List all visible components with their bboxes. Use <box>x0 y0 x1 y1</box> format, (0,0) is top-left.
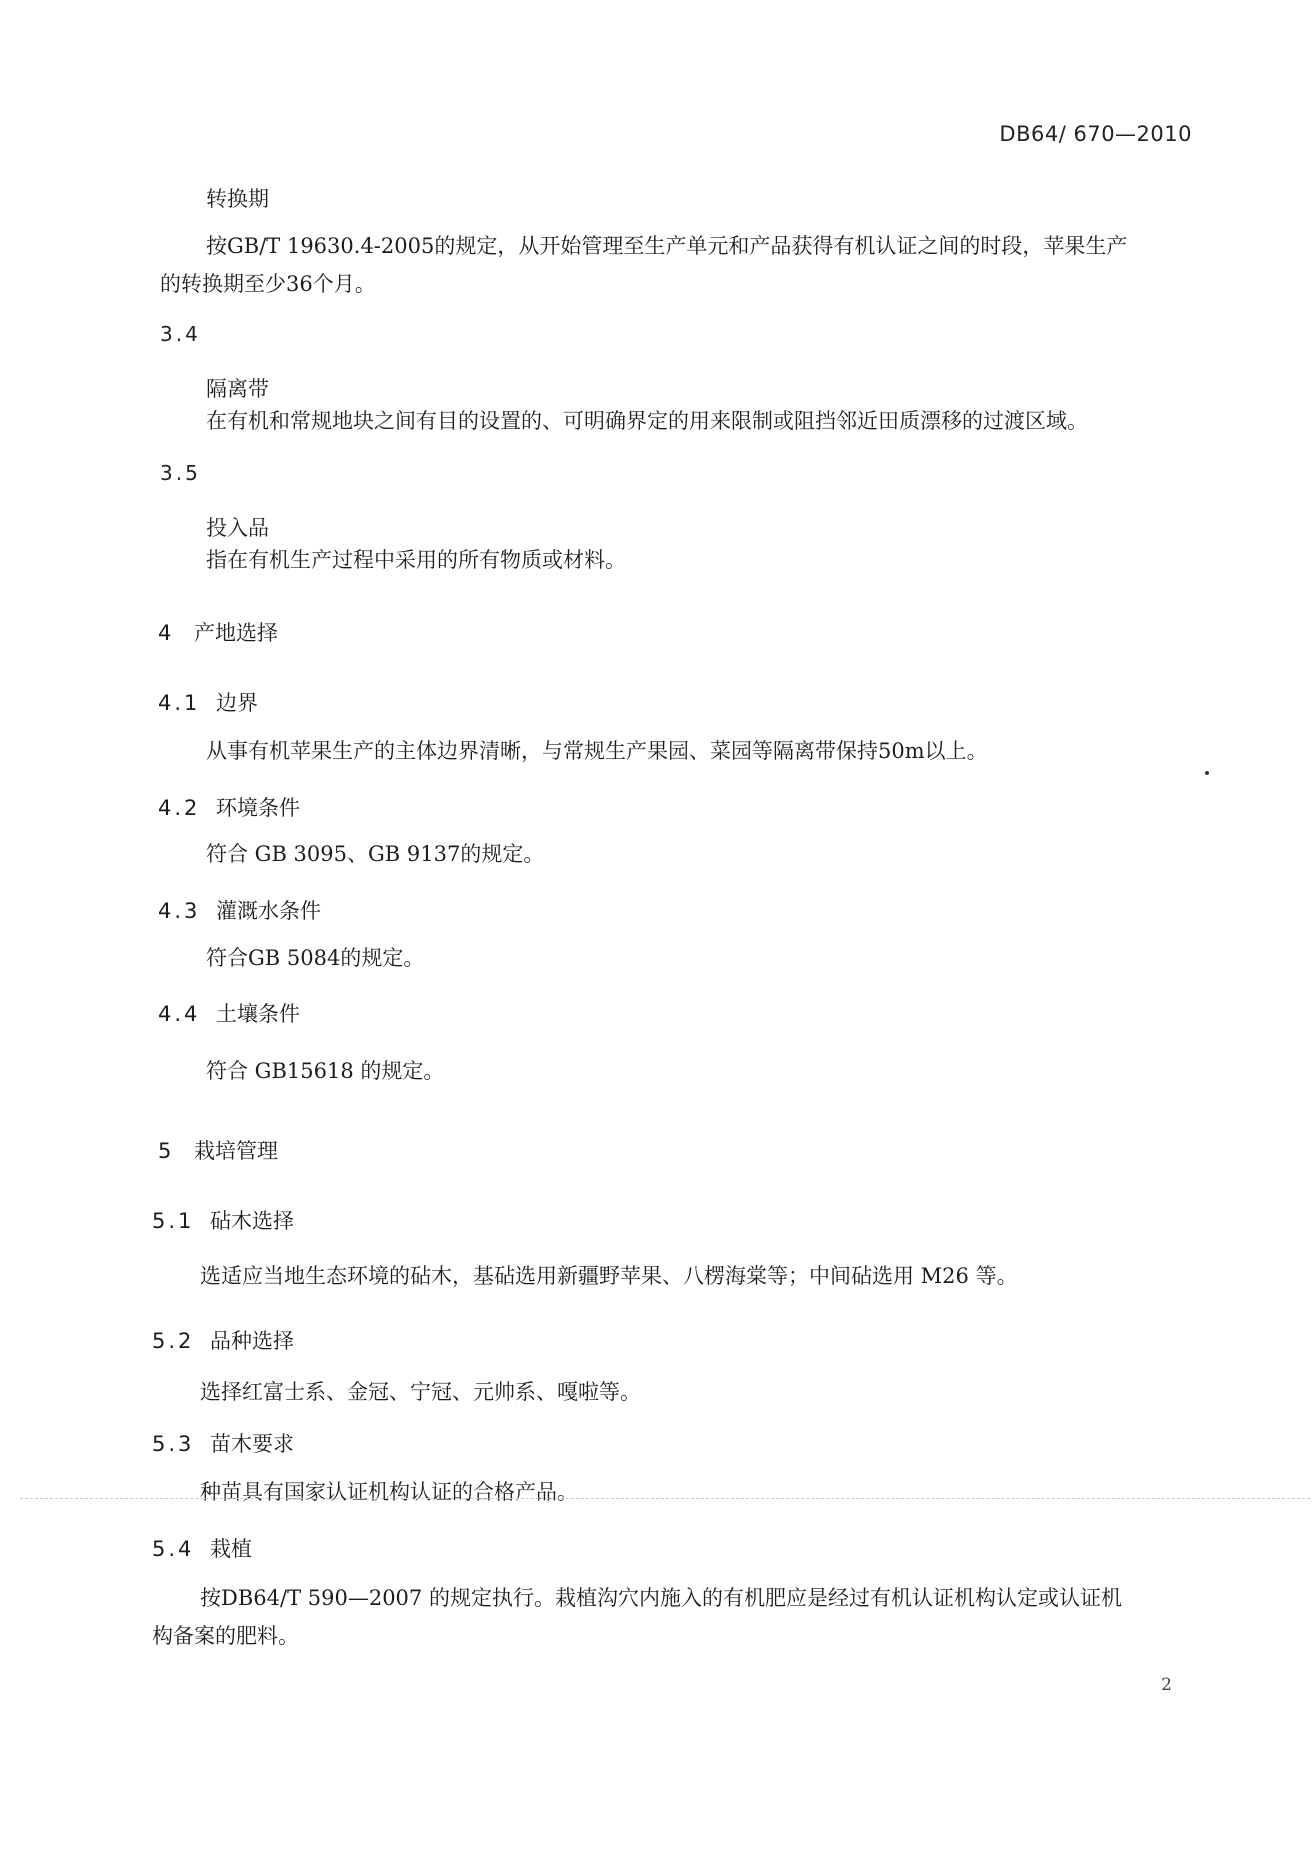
body-paragraph: 从事有机苹果生产的主体边界清晰，与常规生产果园、菜园等隔离带保持50m以上。 <box>206 739 988 763</box>
subsection-heading <box>152 1325 294 1355</box>
body-paragraph: 符合GB 5084的规定。 <box>206 946 425 970</box>
subsection-number: 4.1 <box>158 691 201 715</box>
subsection-title: 品种选择 <box>210 1329 294 1353</box>
subsection-number: 5.4 <box>152 1537 195 1561</box>
subsection-title: 边界 <box>216 691 258 715</box>
subsection-number: 4.2 <box>158 796 201 820</box>
body-paragraph: 选择红富士系、金冠、宁冠、元帅系、嘎啦等。 <box>200 1380 641 1404</box>
term-title-isolation-belt: 隔离带 <box>206 377 269 401</box>
page-number: 2 <box>1161 1675 1172 1695</box>
subsection-heading <box>152 1428 294 1458</box>
subsection-title: 苗木要求 <box>210 1432 294 1456</box>
body-paragraph: 构备案的肥料。 <box>152 1624 299 1648</box>
body-paragraph: 符合 GB15618 的规定。 <box>206 1059 445 1083</box>
scan-speck <box>1205 771 1209 775</box>
term-title-inputs: 投入品 <box>206 516 269 540</box>
clause-number: 3.5 <box>160 461 201 485</box>
definition-line: 按GB/T 19630.4-2005的规定，从开始管理至生产单元和产品获得有机认证之间的时段，苹果生产 <box>206 234 1128 258</box>
body-paragraph: 种苗具有国家认证机构认证的合格产品。 <box>200 1480 578 1504</box>
subsection-heading <box>158 998 300 1028</box>
subsection-title: 栽植 <box>210 1537 252 1561</box>
section-number: 5 <box>158 1139 175 1163</box>
clause-number: 3.4 <box>160 322 201 346</box>
subsection-number: 5.1 <box>152 1209 195 1233</box>
body-paragraph: 选适应当地生态环境的砧木，基砧选用新疆野苹果、八楞海棠等；中间砧选用 M26 等。 <box>200 1264 1018 1288</box>
subsection-number: 5.3 <box>152 1432 195 1456</box>
definition-line: 指在有机生产过程中采用的所有物质或材料。 <box>206 548 626 572</box>
subsection-title: 土壤条件 <box>216 1002 300 1026</box>
section-title: 栽培管理 <box>194 1139 278 1163</box>
body-paragraph: 符合 GB 3095、GB 9137的规定。 <box>206 842 545 866</box>
subsection-heading <box>158 895 321 925</box>
section-heading <box>158 1135 278 1165</box>
subsection-heading <box>158 792 300 822</box>
section-title: 产地选择 <box>194 621 278 645</box>
document-code: DB64/ 670—2010 <box>999 122 1192 146</box>
subsection-title: 砧木选择 <box>210 1209 294 1233</box>
subsection-heading <box>152 1533 252 1563</box>
definition-line: 的转换期至少36个月。 <box>160 272 376 296</box>
subsection-number: 5.2 <box>152 1329 195 1353</box>
subsection-title: 环境条件 <box>216 796 300 820</box>
scan-artifact-line <box>20 1498 1310 1499</box>
subsection-number: 4.3 <box>158 899 201 923</box>
body-paragraph: 按DB64/T 590—2007 的规定执行。栽植沟穴内施入的有机肥应是经过有机认证机构认定或认证机 <box>200 1586 1122 1610</box>
section-number: 4 <box>158 621 175 645</box>
subsection-title: 灌溉水条件 <box>216 899 321 923</box>
subsection-heading <box>158 687 258 717</box>
term-title-conversion-period: 转换期 <box>206 187 269 211</box>
definition-line: 在有机和常规地块之间有目的设置的、可明确界定的用来限制或阻挡邻近田质漂移的过渡区域。 <box>206 409 1088 433</box>
section-heading <box>158 617 278 647</box>
subsection-number: 4.4 <box>158 1002 201 1026</box>
subsection-heading <box>152 1205 294 1235</box>
